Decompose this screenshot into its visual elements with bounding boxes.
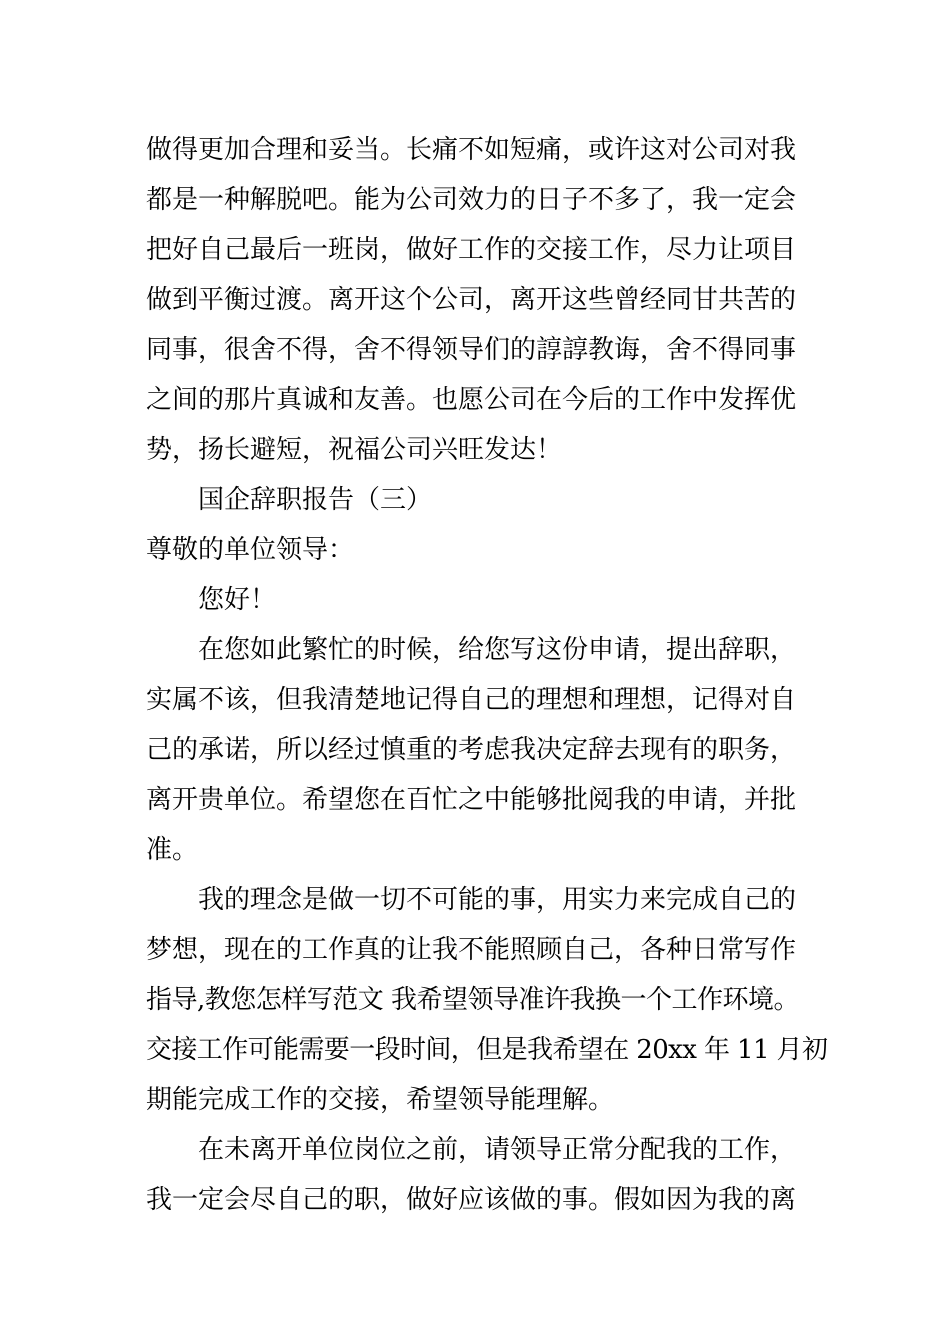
salutation: 尊敬的单位领导：	[146, 535, 355, 565]
paragraph-line: 在未离开单位岗位之前，请领导正常分配我的工作，	[198, 1135, 797, 1165]
paragraph-line: 做得更加合理和妥当。长痛不如短痛，或许这对公司对我	[146, 135, 797, 165]
paragraph-line: 梦想，现在的工作真的让我不能照顾自己，各种日常写作	[146, 935, 797, 965]
paragraph-line: 我的理念是做一切不可能的事，用实力来完成自己的	[198, 885, 797, 915]
greeting: 您好！	[198, 585, 277, 615]
paragraph-line: 势，扬长避短，祝福公司兴旺发达！	[146, 435, 563, 465]
paragraph-line: 实属不该，但我清楚地记得自己的理想和理想，记得对自	[146, 685, 797, 715]
paragraph-line: 准。	[146, 835, 199, 865]
paragraph-line: 指导,教您怎样写范文 我希望领导准许我换一个工作环境。	[146, 985, 800, 1015]
section-heading: 国企辞职报告（三）	[198, 485, 433, 515]
paragraph-line: 交接工作可能需要一段时间，但是我希望在 20xx 年 11 月初	[146, 1035, 828, 1065]
paragraph-line: 把好自己最后一班岗，做好工作的交接工作，尽力让项目	[146, 235, 797, 265]
paragraph-line: 之间的那片真诚和友善。也愿公司在今后的工作中发挥优	[146, 385, 797, 415]
paragraph-line: 己的承诺，所以经过慎重的考虑我决定辞去现有的职务，	[146, 735, 797, 765]
paragraph-line: 我一定会尽自己的职，做好应该做的事。假如因为我的离	[146, 1185, 797, 1215]
paragraph-line: 做到平衡过渡。离开这个公司，离开这些曾经同甘共苦的	[146, 285, 797, 315]
paragraph-line: 期能完成工作的交接，希望领导能理解。	[146, 1085, 615, 1115]
paragraph-line: 离开贵单位。希望您在百忙之中能够批阅我的申请，并批	[146, 785, 797, 815]
paragraph-line: 在您如此繁忙的时候，给您写这份申请，提出辞职，	[198, 635, 797, 665]
paragraph-line: 同事，很舍不得，舍不得领导们的諄諄教诲，舍不得同事	[146, 335, 797, 365]
paragraph-line: 都是一种解脱吧。能为公司效力的日子不多了，我一定会	[146, 185, 797, 215]
